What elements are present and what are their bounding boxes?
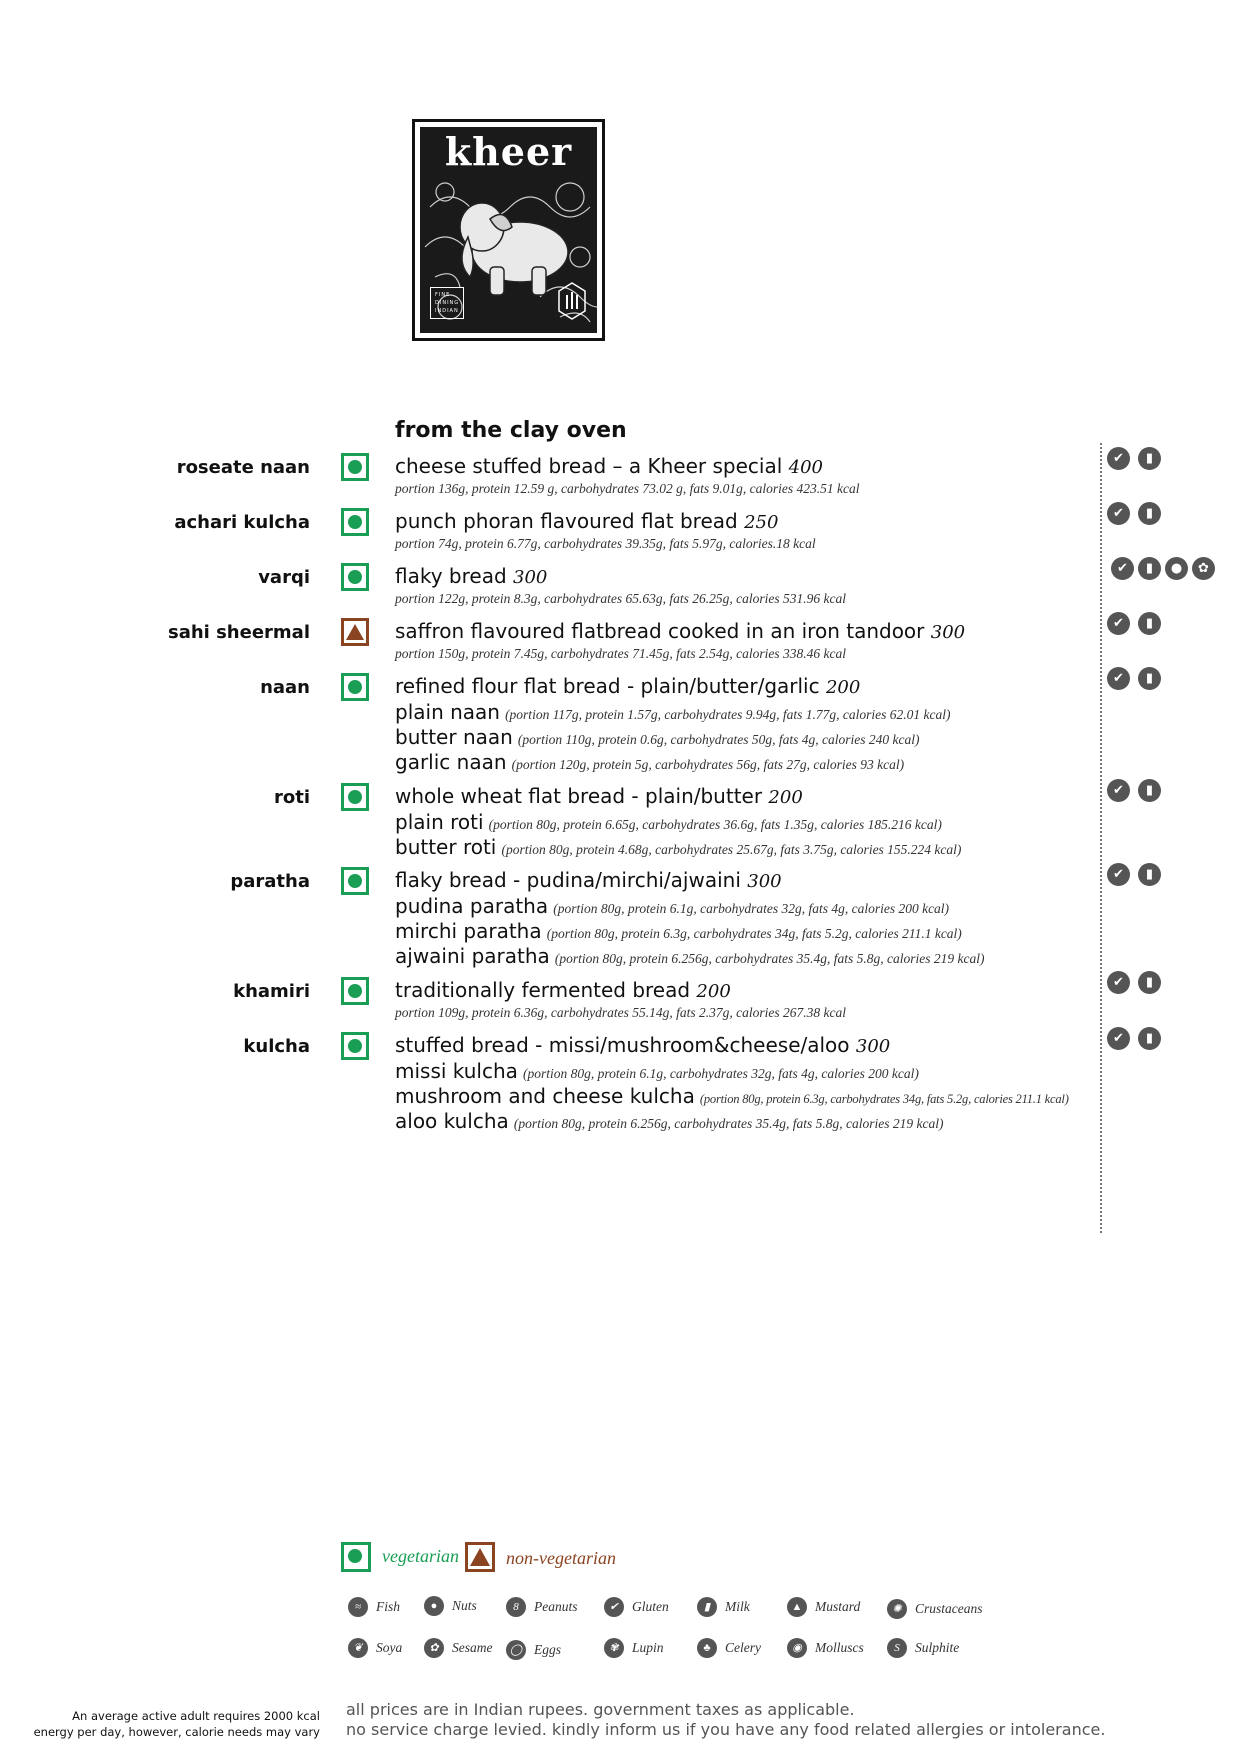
eggs-icon: ◯	[506, 1640, 526, 1660]
item-name: varqi	[258, 567, 310, 588]
item-description: cheese stuffed bread – a Kheer special 400	[395, 454, 823, 478]
milk-icon: ▮	[1138, 612, 1161, 635]
item-price: 300	[747, 871, 782, 892]
legend-crustaceans: ✺ Crustaceans	[887, 1599, 983, 1619]
soya-icon: ❦	[348, 1638, 368, 1658]
mustard-icon: ▲	[787, 1597, 807, 1617]
item-price: 300	[855, 1036, 891, 1057]
gluten-icon: ✔	[1107, 502, 1130, 525]
milk-icon: ▮	[1138, 779, 1161, 802]
variant-row: pudina paratha (portion 80g, protein 6.1g, carbohydrates 32g, fats 4g, calories 200 kcal)	[395, 894, 950, 918]
item-price: 200	[768, 787, 803, 808]
veg-legend-label: vegetarian	[382, 1546, 459, 1566]
celery-icon: ♣	[697, 1638, 717, 1658]
item-name: naan	[260, 677, 310, 698]
milk-icon: ▮	[1138, 863, 1161, 886]
allergen-icons	[1107, 502, 1161, 525]
legend-lupin: ✾ Lupin	[604, 1638, 664, 1658]
item-price: 250	[744, 512, 779, 533]
item-description: flaky bread - pudina/mirchi/ajwaini 300	[395, 868, 782, 892]
variant-row: garlic naan (portion 120g, protein 5g, carbohydrates 56g, fats 27g, calories 93 kcal)	[395, 750, 905, 774]
item-description: flaky bread 300	[395, 564, 548, 588]
gluten-icon: ✔	[1107, 863, 1130, 886]
variant-row: plain roti (portion 80g, protein 6.65g, carbohydrates 36.6g, fats 1.35g, calories 185.216 kcal)	[395, 810, 942, 834]
item-description: stuffed bread - missi/mushroom&cheese/aloo 300	[395, 1033, 891, 1057]
non-veg-marker-icon	[341, 618, 369, 646]
veg-marker-icon	[341, 977, 369, 1005]
logo-emblem-icon	[557, 281, 587, 321]
milk-icon: ▮	[1138, 447, 1161, 470]
milk-icon: ▮	[1138, 557, 1161, 580]
veg-marker-icon	[341, 1032, 369, 1060]
gluten-icon: ✔	[1107, 779, 1130, 802]
legend-eggs: ◯ Eggs	[506, 1640, 561, 1660]
milk-icon: ▮	[697, 1597, 717, 1617]
logo-artwork	[420, 127, 597, 333]
variant-row: butter naan (portion 110g, protein 0.6g, carbohydrates 50g, fats 4g, calories 240 kcal)	[395, 725, 920, 749]
item-price: 200	[825, 677, 861, 698]
molluscs-icon: ◉	[787, 1638, 807, 1658]
legend-nuts: ● Nuts	[424, 1596, 477, 1616]
crustaceans-icon: ✺	[887, 1599, 907, 1619]
legend-sesame: ✿ Sesame	[424, 1638, 493, 1658]
sesame-icon: ✿	[424, 1638, 444, 1658]
item-nutrition: portion 74g, protein 6.77g, carbohydrates 39.35g, fats 5.97g, calories.18 kcal	[395, 536, 816, 551]
nuts-icon: ●	[1165, 557, 1188, 580]
legend-sulphite: S Sulphite	[887, 1638, 959, 1658]
allergen-icons	[1107, 971, 1161, 994]
item-price: 300	[513, 567, 548, 588]
fish-icon: ≈	[348, 1597, 368, 1617]
gluten-icon: ✔	[1107, 971, 1130, 994]
allergen-icons	[1107, 447, 1161, 470]
legend-milk: ▮ Milk	[697, 1597, 750, 1617]
milk-icon: ▮	[1138, 502, 1161, 525]
peanuts-icon: 8	[506, 1597, 526, 1617]
lupin-icon: ✾	[604, 1638, 624, 1658]
dotted-divider	[1100, 443, 1102, 1233]
veg-legend-icon	[341, 1542, 371, 1572]
variant-row: missi kulcha (portion 80g, protein 6.1g, carbohydrates 32g, fats 4g, calories 200 kcal)	[395, 1059, 919, 1083]
item-nutrition: portion 122g, protein 8.3g, carbohydrates 65.63g, fats 26.25g, calories 531.96 kcal	[395, 591, 846, 606]
item-name: sahi sheermal	[167, 622, 310, 643]
gluten-icon: ✔	[1107, 447, 1130, 470]
variant-row: plain naan (portion 117g, protein 1.57g, carbohydrates 9.94g, fats 1.77g, calories 62.01 kcal)	[395, 700, 951, 724]
item-nutrition: portion 136g, protein 12.59 g, carbohydrates 73.02 g, fats 9.01g, calories 423.51 kcal	[395, 481, 860, 496]
veg-marker-icon	[341, 867, 369, 895]
item-description: refined flour flat bread - plain/butter/garlic 200	[395, 674, 861, 698]
item-name: paratha	[230, 871, 310, 892]
variant-row: aloo kulcha (portion 80g, protein 6.256g, carbohydrates 35.4g, fats 5.8g, calories 219 kcal)	[395, 1109, 944, 1133]
gluten-icon: ✔	[1107, 612, 1130, 635]
item-description: saffron flavoured flatbread cooked in an iron tandoor 300	[395, 619, 966, 643]
logo-brand-text: kheer	[444, 129, 573, 174]
gluten-icon: ✔	[604, 1597, 624, 1617]
milk-icon: ▮	[1138, 1027, 1161, 1050]
triangle-icon	[344, 621, 366, 643]
legend-celery: ♣ Celery	[697, 1638, 761, 1658]
item-description: punch phoran flavoured flat bread 250	[395, 509, 779, 533]
gluten-icon: ✔	[1111, 557, 1134, 580]
kheer-logo	[412, 119, 605, 341]
item-description: whole wheat flat bread - plain/butter 200	[395, 784, 803, 808]
variant-row: mirchi paratha (portion 80g, protein 6.3g, carbohydrates 34g, fats 5.2g, calories 211.1 kcal)	[395, 919, 962, 943]
veg-marker-icon	[341, 783, 369, 811]
veg-marker-icon	[341, 508, 369, 536]
triangle-icon	[468, 1545, 492, 1569]
item-price: 200	[696, 981, 731, 1002]
legend-soya: ❦ Soya	[348, 1638, 402, 1658]
gluten-icon: ✔	[1107, 667, 1130, 690]
veg-marker-icon	[341, 453, 369, 481]
item-name: khamiri	[233, 981, 310, 1002]
milk-icon: ▮	[1138, 971, 1161, 994]
non-veg-legend-icon	[465, 1542, 495, 1572]
non-veg-legend-label: non-vegetarian	[506, 1548, 616, 1568]
item-price: 400	[788, 457, 823, 478]
allergen-icons	[1107, 667, 1161, 690]
item-name: kulcha	[243, 1036, 310, 1057]
allergen-icons	[1107, 863, 1161, 886]
veg-marker-icon	[341, 563, 369, 591]
allergen-icons	[1111, 557, 1215, 580]
pricing-note: all prices are in Indian rupees. government taxes as applicable. no service charge levied. kindly inform us if you have any food related allergies or intolerance.	[346, 1700, 1106, 1739]
allergen-icons	[1107, 779, 1161, 802]
allergen-icons	[1107, 1027, 1161, 1050]
milk-icon: ▮	[1138, 667, 1161, 690]
calorie-note: An average active adult requires 2000 kcal energy per day, however, calorie needs may vary	[33, 1709, 320, 1739]
item-name: achari kulcha	[174, 512, 310, 533]
veg-marker-icon	[341, 673, 369, 701]
item-description: traditionally fermented bread 200	[395, 978, 731, 1002]
allergen-icons	[1107, 612, 1161, 635]
sulphite-icon: S	[887, 1638, 907, 1658]
variant-row: mushroom and cheese kulcha (portion 80g, protein 6.3g, carbohydrates 34g, fats 5.2g, calories 211.1 kcal)	[395, 1084, 1069, 1108]
sesame-icon: ✿	[1192, 557, 1215, 580]
section-title: from the clay oven	[395, 418, 627, 443]
nuts-icon: ●	[424, 1596, 444, 1616]
logo-tagline: FINE DINING INDIAN	[430, 287, 464, 319]
legend-gluten: ✔ Gluten	[604, 1597, 669, 1617]
item-name: roseate naan	[176, 457, 310, 478]
legend-molluscs: ◉ Molluscs	[787, 1638, 864, 1658]
item-nutrition: portion 109g, protein 6.36g, carbohydrates 55.14g, fats 2.37g, calories 267.38 kcal	[395, 1005, 846, 1020]
variant-row: butter roti (portion 80g, protein 4.68g, carbohydrates 25.67g, fats 3.75g, calories 155.224 kcal)	[395, 835, 962, 859]
item-name: roti	[273, 787, 310, 808]
item-nutrition: portion 150g, protein 7.45g, carbohydrates 71.45g, fats 2.54g, calories 338.46 kcal	[395, 646, 846, 661]
item-price: 300	[930, 622, 966, 643]
variant-row: ajwaini paratha (portion 80g, protein 6.256g, carbohydrates 35.4g, fats 5.8g, calories 219 kcal)	[395, 944, 985, 968]
legend-fish: ≈ Fish	[348, 1597, 400, 1617]
legend-mustard: ▲ Mustard	[787, 1597, 860, 1617]
gluten-icon: ✔	[1107, 1027, 1130, 1050]
legend-peanuts: 8 Peanuts	[506, 1597, 578, 1617]
